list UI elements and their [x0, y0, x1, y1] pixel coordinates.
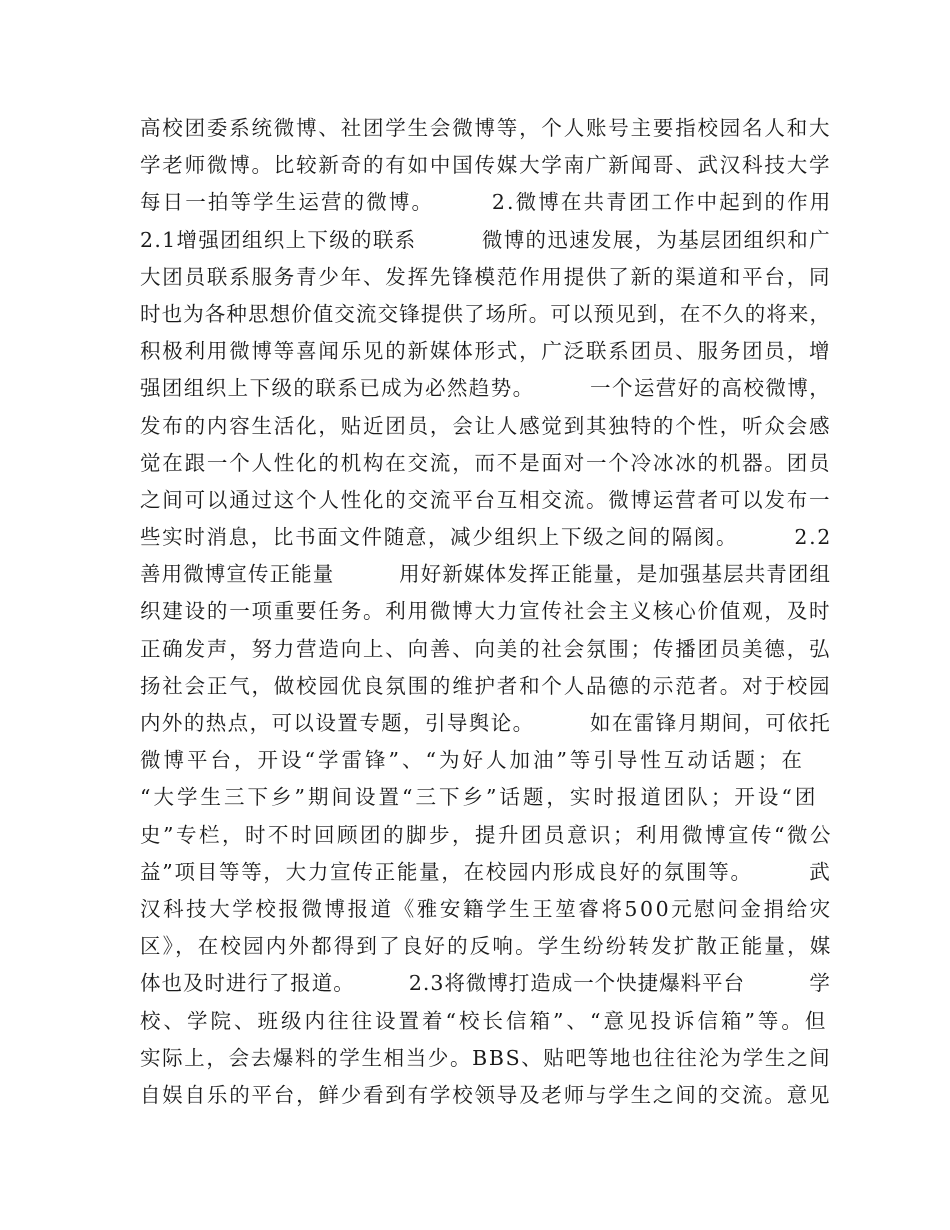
text-line: 善用微博宣传正能量 用好新媒体发挥正能量，是加强基层共青团组	[140, 562, 832, 587]
text-line: 扬社会正气，做校园优良氛围的维护者和个人品德的示范者。对于校园	[140, 673, 832, 698]
text-line: 学老师微博。比较新奇的有如中国传媒大学南广新闻哥、武汉科技大学	[140, 153, 832, 178]
text-line: 织建设的一项重要任务。利用微博大力宣传社会主义核心价值观，及时	[140, 599, 832, 624]
text-line: 区》，在校园内外都得到了良好的反响。学生纷纷转发扩散正能量，媒	[140, 934, 833, 959]
text-line: 每日一拍等学生运营的微博。 2.微博在共青团工作中起到的作用	[140, 190, 833, 215]
text-line: “大学生三下乡”期间设置“三下乡”话题，实时报道团队；开设“团	[140, 785, 819, 810]
text-line: 时也为各种思想价值交流交锋提供了场所。可以预见到，在不久的将来，	[140, 301, 832, 326]
text-line: 校、学院、班级内往往设置着“校长信箱”、“意见投诉信箱”等。但	[140, 1008, 829, 1033]
text-line: 益”项目等等，大力宣传正能量，在校园内形成良好的氛围等。 武	[140, 859, 832, 884]
text-line: 史”专栏，时不时回顾团的脚步，提升团员意识；利用微博宣传“微公	[140, 822, 833, 847]
text-line: 之间可以通过这个人性化的交流平台互相交流。微博运营者可以发布一	[140, 487, 832, 512]
text-line: 些实时消息，比书面文件随意，减少组织上下级之间的隔阂。 2.2	[140, 525, 832, 550]
body-text	[140, 110, 833, 1114]
text-line: 实际上，会去爆料的学生相当少。BBS、贴吧等地也往往沦为学生之间	[140, 1045, 832, 1070]
text-line: 汉科技大学校报微博报道《雅安籍学生王堃睿将500元慰问金捐给灾	[140, 896, 833, 921]
text-line: 强团组织上下级的联系已成为必然趋势。 一个运营好的高校微博，	[140, 376, 832, 401]
text-line: 觉在跟一个人性化的机构在交流，而不是面对一个冷冰冰的机器。团员	[140, 450, 832, 475]
text-line: 2.1增强团组织上下级的联系 微博的迅速发展，为基层团组织和广	[140, 227, 831, 252]
text-line: 内外的热点，可以设置专题，引导舆论。 如在雷锋月期间，可依托	[140, 711, 832, 735]
text-line: 高校团委系统微博、社团学生会微博等，个人账号主要指校园名人和大	[140, 116, 832, 140]
text-line: 大团员联系服务青少年、发挥先锋模范作用提供了新的渠道和平台，同	[140, 264, 832, 289]
text-line: 自娱自乐的平台，鲜少看到有学校领导及老师与学生之间的交流。意见	[140, 1082, 832, 1107]
text-line: 正确发声，努力营造向上、向善、向美的社会氛围；传播团员美德，弘	[140, 636, 832, 661]
text-line: 微博平台，开设“学雷锋”、“为好人加油”等引导性互动话题；在	[140, 748, 805, 773]
text-line: 发布的内容生活化，贴近团员，会让人感觉到其独特的个性，听众会感	[140, 413, 832, 438]
text-line: 体也及时进行了报道。 2.3将微博打造成一个快捷爆料平台 学	[140, 971, 831, 996]
text-line: 积极利用微博等喜闻乐见的新媒体形式，广泛联系团员、服务团员，增	[140, 339, 832, 364]
